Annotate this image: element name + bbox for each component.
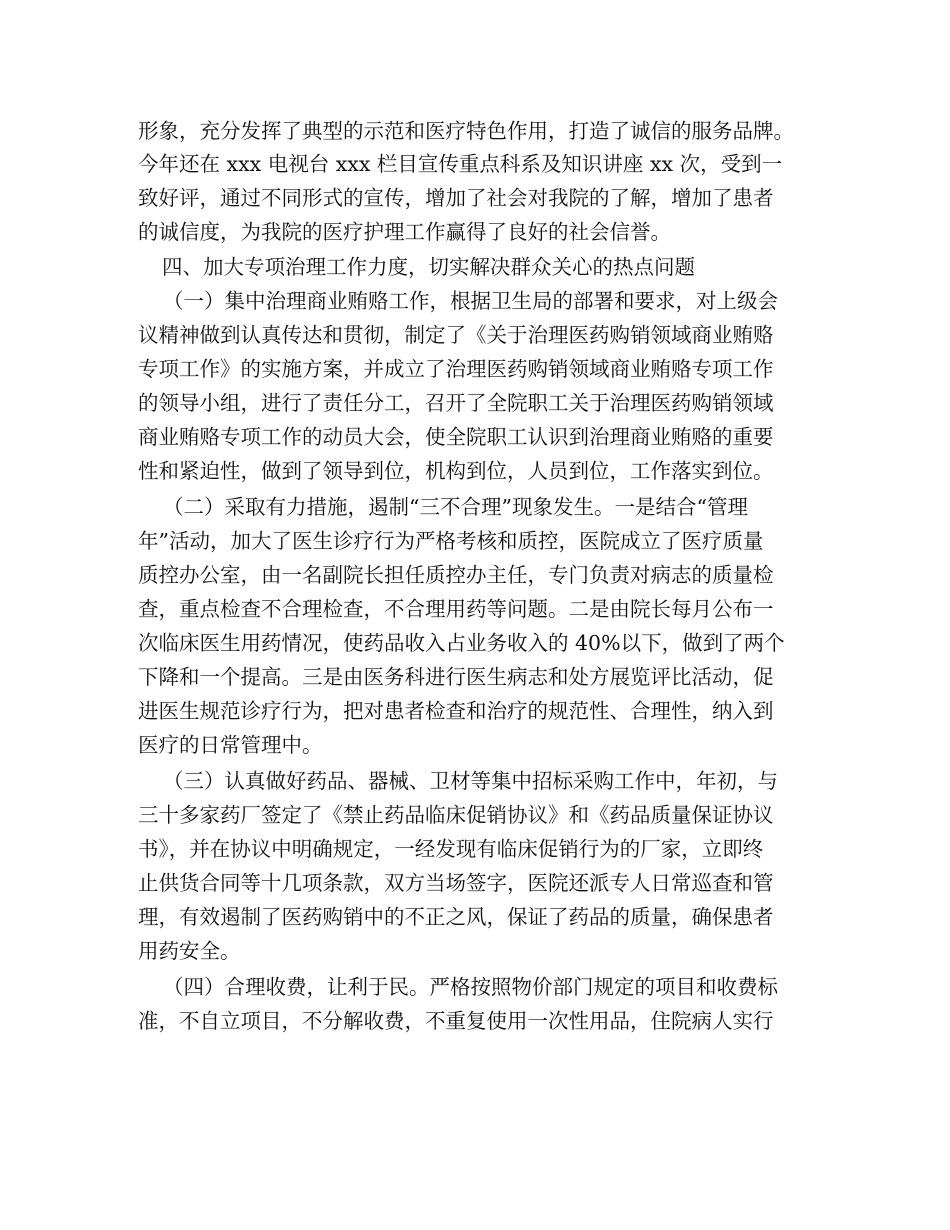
text-line: 形象，充分发挥了典型的示范和医疗特色作用，打造了诚信的服务品牌。 xyxy=(138,119,794,143)
text-line: 今年还在 xxx 电视台 xxx 栏目宣传重点科系及知识讲座 xx 次，受到一 xyxy=(138,152,783,176)
text-line: 下降和一个提高。三是由医务科进行医生病志和处方展览评比活动，促 xyxy=(138,665,774,689)
text-line: 书》，并在协议中明确规定，一经发现有临床促销行为的厂家，立即终 xyxy=(138,837,764,861)
text-line: 专项工作》的实施方案，并成立了治理医药购销领域商业贿赂专项工作 xyxy=(138,357,774,381)
text-line: （一）集中治理商业贿赂工作，根据卫生局的部署和要求，对上级会 xyxy=(163,289,778,313)
text-line: 的诚信度，为我院的医疗护理工作赢得了良好的社会信誉。 xyxy=(138,220,671,244)
text-line: 用药安全。 xyxy=(138,939,241,963)
text-line: 商业贿赂专项工作的动员大会，使全院职工认识到治理商业贿赂的重要 xyxy=(138,425,774,449)
text-line: 议精神做到认真传达和贯彻，制定了《关于治理医药购销领域商业贿赂 xyxy=(138,323,774,347)
text-line: 三十多家药厂签定了《禁止药品临床促销协议》和《药品质量保证协议 xyxy=(138,803,774,827)
text-line: 致好评，通过不同形式的宣传，增加了社会对我院的了解，增加了患者 xyxy=(138,186,774,210)
text-line: 性和紧迫性，做到了领导到位，机构到位，人员到位，工作落实到位。 xyxy=(138,459,774,483)
text-line: （二）采取有力措施，遏制“三不合理”现象发生。一是结合“管理 xyxy=(163,495,748,519)
text-line: 的领导小组，进行了责任分工，召开了全院职工关于治理医药购销领域 xyxy=(138,391,774,415)
text-line: 查，重点检查不合理检查，不合理用药等问题。二是由院长每月公布一 xyxy=(138,597,774,621)
text-line: 止供货合同等十几项条款，双方当场签字，医院还派专人日常巡查和管 xyxy=(138,871,774,895)
text-line: 准，不自立项目，不分解收费，不重复使用一次性用品，住院病人实行 xyxy=(138,1009,774,1033)
section-heading: 四、加大专项治理工作力度，切实解决群众关心的热点问题 xyxy=(162,255,695,279)
text-line: 次临床医生用药情况，使药品收入占业务收入的 40%以下，做到了两个 xyxy=(138,631,785,655)
text-line: 进医生规范诊疗行为，把对患者检查和治疗的规范性、合理性，纳入到 xyxy=(138,699,774,723)
text-line: 年”活动，加大了医生诊疗行为严格考核和质控，医院成立了医疗质量 xyxy=(138,529,764,553)
text-line: 质控办公室，由一名副院长担任质控办主任，专门负责对病志的质量检 xyxy=(138,563,774,587)
text-line: （三）认真做好药品、器械、卫材等集中招标采购工作中，年初，与 xyxy=(163,769,778,793)
text-line: 理，有效遏制了医药购销中的不正之风，保证了药品的质量，确保患者 xyxy=(138,905,774,929)
text-line: 医疗的日常管理中。 xyxy=(138,733,323,757)
text-line: （四）合理收费，让利于民。严格按照物价部门规定的项目和收费标 xyxy=(163,975,778,999)
